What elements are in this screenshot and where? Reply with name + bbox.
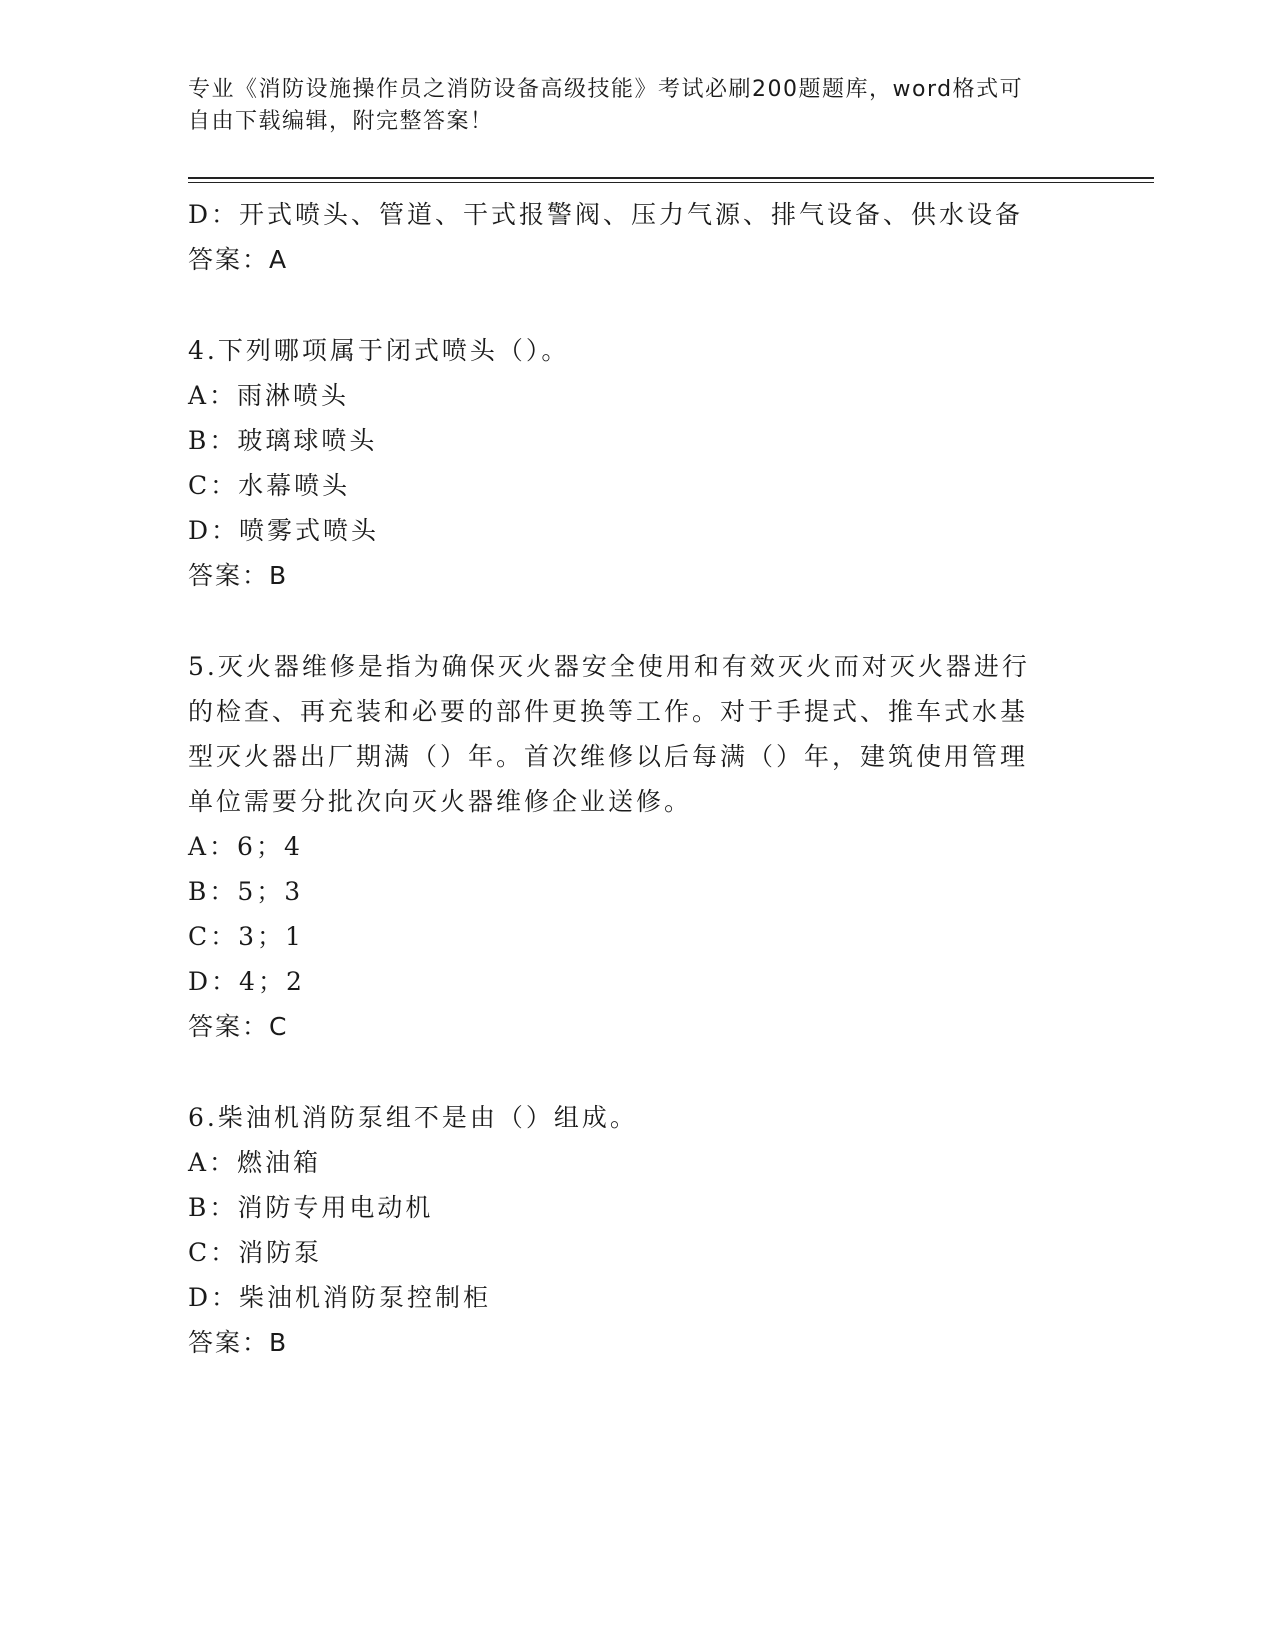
option-d: D：柴油机消防泵控制柜 bbox=[188, 1283, 492, 1312]
question-4 bbox=[188, 328, 1088, 598]
header-line-2: 自由下载编辑，附完整答案！ bbox=[188, 109, 494, 134]
option-c: C：水幕喷头 bbox=[188, 471, 351, 500]
answer-line: 答案：A bbox=[188, 245, 289, 274]
question-stem-line-4: 单位需要分批次向灭火器维修企业送修。 bbox=[188, 787, 693, 816]
previous-question-tail bbox=[188, 192, 1088, 282]
option-d: D：喷雾式喷头 bbox=[188, 516, 380, 545]
header-line-1: 专业《消防设施操作员之消防设备高级技能》考试必刷200题题库，word格式可 bbox=[188, 77, 1024, 102]
option-a: A：燃油箱 bbox=[188, 1148, 322, 1177]
option-b: B：5；3 bbox=[188, 877, 304, 906]
question-stem-line-1: 5.灭火器维修是指为确保灭火器安全使用和有效灭火而对灭火器进行 bbox=[188, 652, 1030, 681]
document-header bbox=[188, 74, 1068, 138]
question-6 bbox=[188, 1095, 1088, 1365]
option-a: A：6；4 bbox=[188, 832, 303, 861]
answer-line: 答案：B bbox=[188, 561, 289, 590]
question-stem-line-2: 的检查、再充装和必要的部件更换等工作。对于手提式、推车式水基 bbox=[188, 697, 1029, 726]
option-b: B：消防专用电动机 bbox=[188, 1193, 434, 1222]
question-stem-line-3: 型灭火器出厂期满（）年。首次维修以后每满（）年，建筑使用管理 bbox=[188, 742, 1029, 771]
option-d: D：开式喷头、管道、干式报警阀、压力气源、排气设备、供水设备 bbox=[188, 200, 1024, 229]
option-a: A：雨淋喷头 bbox=[188, 381, 350, 410]
option-c: C：3；1 bbox=[188, 922, 304, 951]
option-c: C：消防泵 bbox=[188, 1238, 323, 1267]
header-rule-thick bbox=[188, 177, 1154, 179]
question-list bbox=[188, 192, 1088, 1365]
header-rule-thin bbox=[188, 182, 1154, 183]
answer-line: 答案：B bbox=[188, 1328, 289, 1357]
answer-line: 答案：C bbox=[188, 1012, 289, 1041]
option-d: D：4；2 bbox=[188, 967, 305, 996]
question-5 bbox=[188, 644, 1088, 1049]
question-stem: 6.柴油机消防泵组不是由（）组成。 bbox=[188, 1103, 638, 1132]
question-stem: 4.下列哪项属于闭式喷头（）。 bbox=[188, 336, 570, 365]
option-b: B：玻璃球喷头 bbox=[188, 426, 378, 455]
